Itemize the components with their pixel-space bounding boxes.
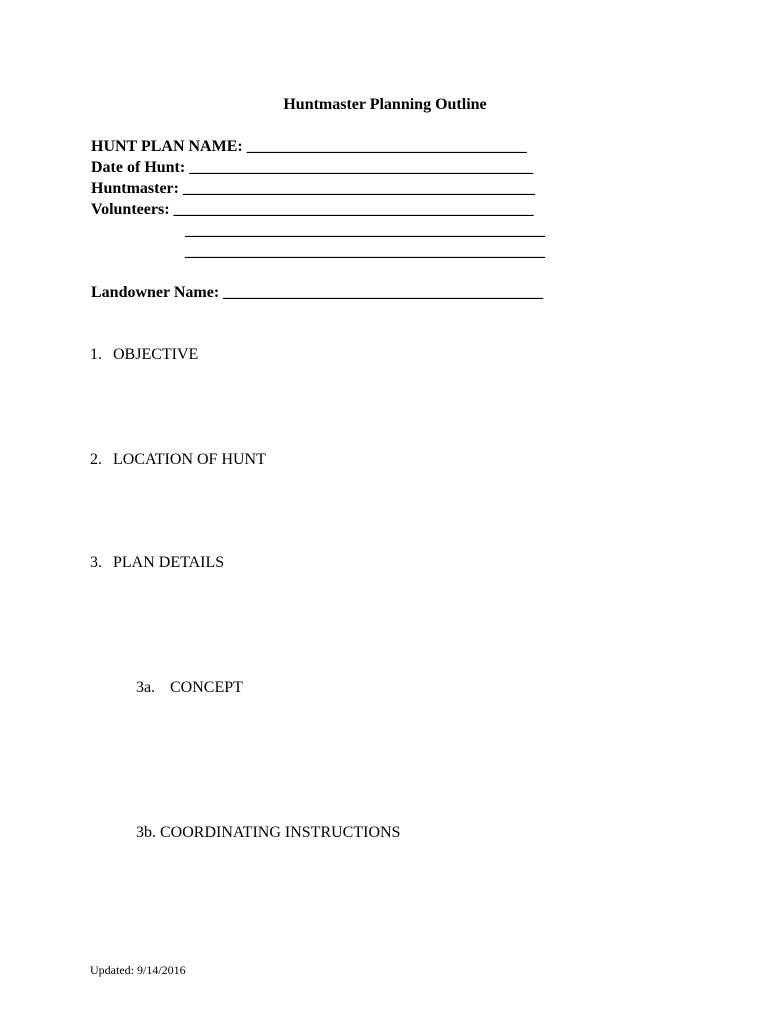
landowner-name-line: ________________________________________ — [223, 284, 544, 301]
subsection-number: 3a. — [136, 679, 156, 696]
landowner-name-label: Landowner Name: — [91, 284, 220, 301]
volunteers-extra-line: _____________________________________________ — [185, 222, 545, 239]
section-label: OBJECTIVE — [113, 346, 199, 363]
landowner-name-field — [91, 282, 543, 303]
section-location-of-hunt — [90, 449, 266, 470]
section-number: 3. — [90, 554, 102, 571]
updated-date-footer: Updated: 9/14/2016 — [90, 963, 186, 977]
huntmaster-field — [91, 178, 545, 199]
section-number: 2. — [90, 451, 102, 468]
subsection-concept — [136, 677, 243, 698]
subsection-label: CONCEPT — [170, 679, 243, 696]
date-of-hunt-field — [91, 157, 545, 178]
subsection-number: 3b. — [136, 824, 156, 841]
section-plan-details — [90, 552, 224, 573]
section-label: PLAN DETAILS — [113, 554, 225, 571]
hunt-plan-name-label: HUNT PLAN NAME: — [91, 138, 243, 155]
huntmaster-line: ____________________________________________ — [182, 180, 535, 197]
section-objective — [90, 344, 198, 365]
huntmaster-label: Huntmaster: — [91, 180, 179, 197]
section-number: 1. — [90, 346, 102, 363]
hunt-plan-name-line: ___________________________________ — [246, 138, 527, 155]
hunt-plan-name-field — [91, 136, 545, 157]
date-of-hunt-label: Date of Hunt: — [91, 159, 186, 176]
document-title: Huntmaster Planning Outline — [283, 96, 487, 113]
subsection-label: COORDINATING INSTRUCTIONS — [160, 824, 401, 841]
volunteers-extra-line: _____________________________________________ — [185, 243, 545, 260]
volunteers-label: Volunteers: — [91, 201, 170, 218]
section-label: LOCATION OF HUNT — [113, 451, 266, 468]
header-fields — [91, 136, 545, 262]
subsection-coordinating-instructions — [136, 822, 400, 843]
volunteers-line: _____________________________________________ — [173, 201, 534, 218]
date-of-hunt-line: ___________________________________________ — [189, 159, 534, 176]
volunteers-field — [91, 199, 545, 220]
